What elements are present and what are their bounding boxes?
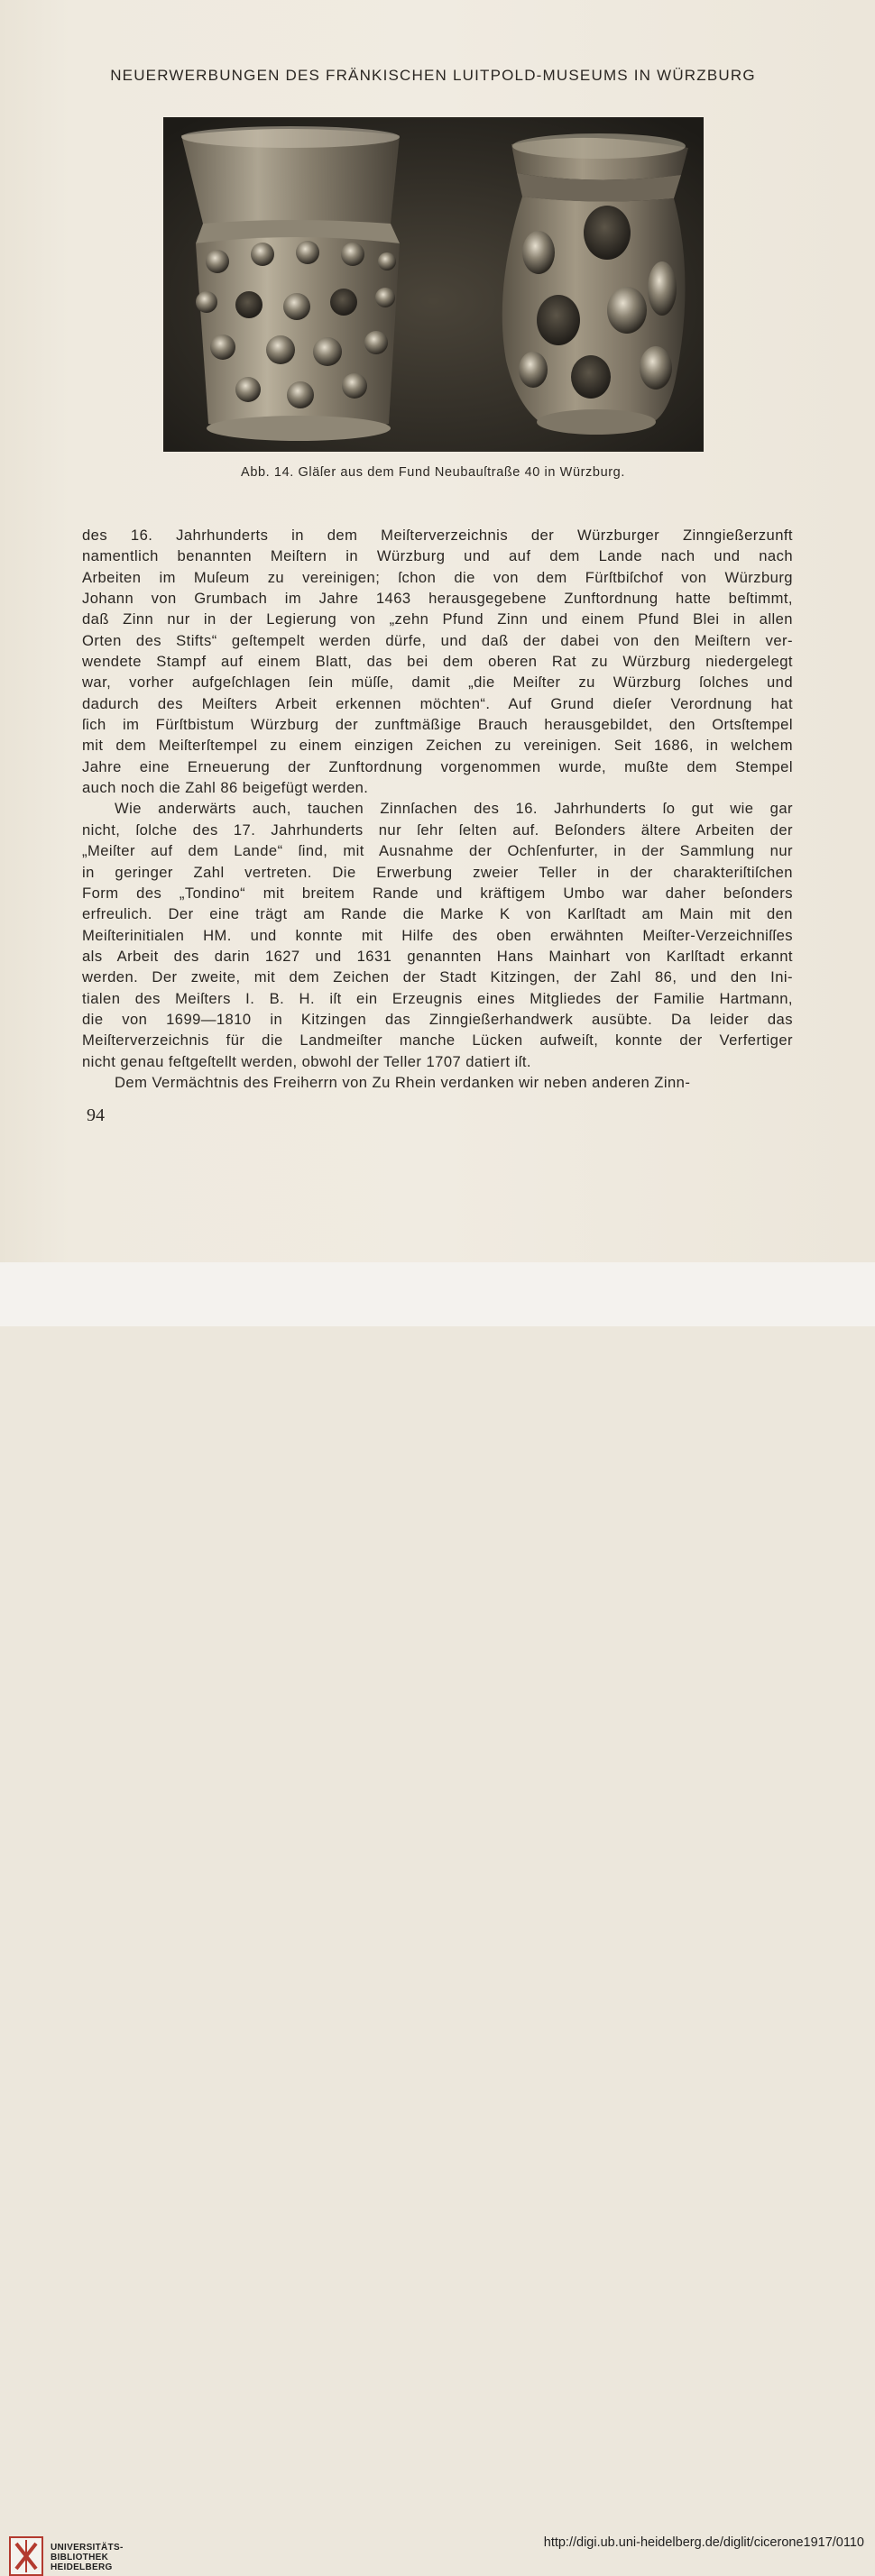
text-line: Johann von Grumbach im Jahre 1463 herausgegebene Zunftordnung hatte beſtimmt, [82,590,793,608]
figure-photo [163,117,704,452]
text-line: „Meiſter auf dem Lande“ ſind, mit Ausnahme der Ochſenfurter, in der Sammlung nur [82,842,793,860]
text-line: erfreulich. Der eine trägt am Rande die Marke K von Karlſtadt am Main mit den [82,905,793,923]
text-line: Form des „Tondino“ mit breitem Rande und kräftigem Umbo war daher beſonders [82,884,793,902]
digitization-footer [0,1262,875,2572]
text-line: namentlich benannten Meiſtern in Würzburg und auf dem Lande nach und nach [82,547,793,565]
text-line: Meiſterinitialen HM. und konnte mit Hilfe des oben erwähnten Meiſter-Verzeichniſſes [82,926,793,944]
digital-copy-url[interactable]: http://digi.ub.uni-heidelberg.de/diglit/cicerone1917/0110 [543,2535,864,2550]
text-line: Dem Vermächtnis des Freiherrn von Zu Rhein verdanken wir neben anderen Zinn- [115,1073,691,1091]
text-line: auch noch die Zahl 86 beigefügt werden. [82,779,369,797]
figure-caption: Abb. 14. Gläſer aus dem Fund Neubauſtraße 40 in Würzburg. [241,465,625,480]
logo-line-3: HEIDELBERG [51,2562,113,2572]
text-line: des 16. Jahrhunderts in dem Meiſterverzeichnis der Würzburger Zinngießerzunft [82,527,793,544]
text-line: Arbeiten im Muſeum zu vereinigen; ſchon die von dem Fürſtbiſchof von Würzburg [82,568,793,586]
running-head: NEUERWERBUNGEN DES FRÄNKISCHEN LUITPOLD-MUSEUMS IN WÜRZBURG [110,67,756,84]
book-page [0,0,875,1262]
text-line: wendete Stampf auf einem Blatt, das bei dem oberen Rat zu Würzburg niedergelegt [82,653,793,671]
text-line: Wie anderwärts auch, tauchen Zinnſachen des 16. Jahrhunderts ſo gut wie gar [115,800,793,818]
text-line: werden. Der zweite, mit dem Zeichen der Stadt Kitzingen, der Zahl 86, und den Ini- [82,968,793,986]
text-line: in geringer Zahl vertreten. Die Erwerbung zweier Teller in der charakteriſtiſchen [82,863,793,881]
logo-line-1: UNIVERSITÄTS- [51,2543,124,2553]
body-text [82,525,793,1093]
text-line: Orten des Stifts“ geſtempelt werden dürfe, und daß der dabei von den Meiſtern ver- [82,631,793,649]
text-line: tialen des Meiſters I. B. H. iſt ein Erzeugnis eines Mitgliedes der Familie Hartmann, [82,989,793,1007]
text-line: mit dem Meiſterſtempel zu einem einzigen Zeichen zu vereinigen. Seit 1686, in welchem [82,737,793,755]
text-line: dadurch des Meiſters Arbeit erkennen möchten“. Auf Grund dieſer Verordnung hat [82,694,793,712]
page-number: 94 [87,1105,105,1125]
library-logo-icon [9,2536,43,2576]
library-logo-text [51,2543,124,2572]
text-line: nicht genau feſtgeſtellt werden, obwohl der Teller 1707 datiert iſt. [82,1052,531,1070]
text-line: war, vorher aufgeſchlagen ſein müſſe, damit „die Meiſter zu Würzburg ſolches und [82,674,793,692]
text-line: die von 1699—1810 in Kitzingen das Zinngießerhandwerk ausübte. Da leider das [82,1010,793,1028]
text-line: Jahre eine Erneuerung der Zunftordnung vorgenommen wurde, mußte dem Stempel [82,757,793,775]
text-line: nicht, ſolche des 17. Jahrhunderts nur ſehr ſelten auf. Beſonders ältere Arbeiten der [82,820,793,839]
text-line: daß Zinn nur in der Legierung von „zehn Pfund Zinn und einem Pfund Blei in allen [82,610,793,628]
logo-line-2: BIBLIOTHEK [51,2553,109,2562]
text-line: Meiſterverzeichnis für die Landmeiſter manche Lücken aufweiſt, konnte der Verfertiger [82,1031,793,1050]
glasses-photo-image [163,117,704,452]
text-line: ſich im Fürſtbistum Würzburg der zunftmäßige Brauch herausgebildet, den Ortsſtempel [82,716,793,734]
text-line: als Arbeit des darin 1627 und 1631 genannten Hans Mainhart von Karlſtadt erkannt [82,947,793,965]
